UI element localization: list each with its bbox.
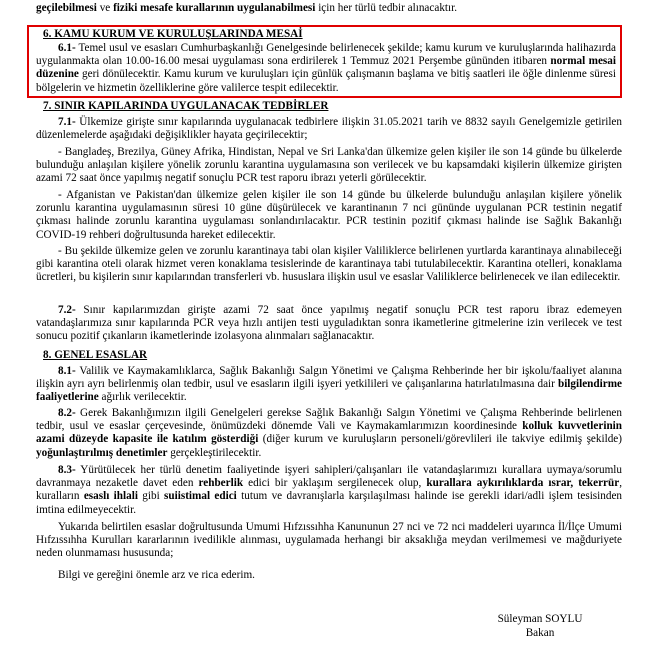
section-6-1-number: 6.1- bbox=[58, 42, 76, 54]
section-8-2-bold-a: kolluk kuvvetlerinin azami düzeyde kapasite ile katılım gösterdiği bbox=[36, 420, 622, 446]
signature-name: Süleyman SOYLU bbox=[497, 613, 583, 625]
section-8-3-text-b: edici bir yaklaşım sergilenecek olup, bbox=[243, 477, 427, 490]
intro-text-2: için her türlü tedbir alınacaktır. bbox=[315, 2, 458, 14]
section-7-bullet-1: - Bangladeş, Brezilya, Güney Afrika, Hindistan, Nepal ve Sri Lanka'dan ülkemize gelen kişiler ile son 14 günde bu ülkelerde bulunduğu anlaşılan kişilere yönelik zorunlu karantina uygulamasına son verilecek ve bu kapsamdaki kişilerin ülkemize girişten azami 72 saat önce yapılmış negatif sonuçlu PCR test raporu ibrazı yeterli görülecektir. bbox=[36, 146, 622, 185]
section-8-3-text-e: tutum ve davranışlarla karşılaşılması halinde ise gerekli idari/adli işlem tesisinden imtina edilmeyecektir. bbox=[36, 490, 623, 516]
section-8-3-bold-a: rehberlik bbox=[198, 477, 244, 490]
section-8-3-text-d: gibi bbox=[137, 490, 165, 503]
section-6-1-bold: normal mesai düzenine bbox=[36, 55, 616, 81]
section-8-2-text-c: gerçekleştirilecektir. bbox=[167, 446, 262, 459]
section-8-2-text-b: (diğer kurum ve kuruluşların personeli/görevlileri ile takviye edilmiş şekilde) bbox=[258, 433, 622, 446]
section-8-2-bold-b: yoğunlaştırılmış denetimler bbox=[36, 446, 168, 459]
section-7-2-paragraph bbox=[36, 304, 622, 344]
section-8-2-paragraph bbox=[36, 407, 622, 460]
section-7-bullet-2: - Afganistan ve Pakistan'dan ülkemize gelen kişiler ile son 14 günde bu ülkelerde bulunduğu anlaşılan kişilere yönelik zorunlu karantina uygulamasının süresi 10 güne düşürülecek ve karantinanın 7 nci gününde uygulanan PCR testinin negatif çıkması halinde zorunlu karantina uygulaması sonlandırılacaktır. PCR testinin pozitif çıkması halinde ise Sağlık Bakanlığı COVID-19 rehberi doğrultusunda hareket edilecektir. bbox=[36, 189, 622, 241]
section-8-3-paragraph bbox=[36, 464, 622, 517]
section-8-3-text-a: Yürütülecek her türlü denetim faaliyetinde işyeri sahipleri/çalışanları ile vatandaşlarımızı kurallara uymaya/sorumlu davranmaya nezaketle davet eden bbox=[36, 464, 622, 490]
section-8-1-text-b: ağırlık verilecektir. bbox=[98, 391, 187, 404]
section-7-1-text: Ülkemize girişte sınır kapılarında uygulanacak tedbirlere ilişkin 31.05.2021 tarih ve 8832 sayılı Genelgemizle getirilen düzenlemelerde aşağıdaki değişiklikler hayata geçirilecektir; bbox=[36, 116, 622, 142]
closing-request: Bilgi ve gereğini önemle arz ve rica ederim. bbox=[58, 569, 255, 581]
section-6-1-text-b: geri dönülecektir. Kamu kurum ve kuruluşları için günlük çalışmanın başlama ve bitiş saatleri ile öğle dinlenme süresi bölgelerin ve hizmetin özelliklerine göre valilerce tespit edilecektir. bbox=[36, 68, 616, 94]
section-8-1-paragraph bbox=[36, 365, 622, 405]
section-8-heading: 8. GENEL ESASLAR bbox=[43, 349, 148, 361]
intro-text-1: ve bbox=[96, 2, 114, 14]
section-7-1-paragraph bbox=[36, 116, 622, 142]
section-7-heading: 7. SINIR KAPILARINDA UYGULANACAK TEDBİRLER bbox=[43, 100, 329, 112]
section-8-3-bold-b: kurallara aykırılıklarda ısrar, tekerrür bbox=[426, 477, 620, 490]
section-8-3-bold-c: esaslı ihlali bbox=[83, 490, 138, 503]
closing-paragraph: Yukarıda belirtilen esaslar doğrultusunda Umumi Hıfzıssıhha Kanununun 27 nci ve 72 nci maddeleri uyarınca İl/İlçe Umumi Hıfzıssıhha Kurulları kararlarının ivedilikle alınması, uygulamada herhangi bir aksaklığa meydan verilmemesi ve mağduriyete neden olunmaması hususunda; bbox=[36, 521, 622, 560]
section-8-1-bold: bilgilendirme faaliyetlerine bbox=[36, 378, 622, 404]
section-8-3-number: 8.3- bbox=[58, 464, 76, 476]
section-8-1-number: 8.1- bbox=[58, 365, 76, 377]
intro-bold-1: geçilebilmesi bbox=[36, 2, 97, 14]
section-8-3-bold-d: suiistimal edici bbox=[164, 490, 237, 503]
section-6-heading: 6. KAMU KURUM VE KURULUŞLARINDA MESAİ bbox=[43, 28, 303, 40]
intro-bold-2: fiziki mesafe kurallarının uygulanabilmesi bbox=[113, 2, 316, 14]
section-7-1-number: 7.1- bbox=[58, 116, 76, 128]
section-8-1-text-a: Valilik ve Kaymakamlıklarca, Sağlık Bakanlığı Salgın Yönetimi ve Çalışma Rehberinde her bir işkolu/faaliyet alanına ilişkin ayrı ayrı belirlenmiş olan tedbir, usul ve esasların ilgili işyeri yetkilileri ve çalışanlarına hatırlatılmasına dair bbox=[36, 365, 622, 391]
section-6-1-paragraph bbox=[36, 42, 616, 95]
section-7-2-text: Sınır kapılarımızdan girişte azami 72 saat önce yapılmış negatif sonuçlu PCR test raporu ibraz edemeyen vatandaşlarımıza sınır kapılarında PCR veya hızlı antijen testi uyguladıktan sonra ikametlerine gitmelerine izin verilecek ve test sonucu pozitif çıkanların ikametlerinde izolasyona alınmaları sağlanacaktır. bbox=[36, 304, 622, 343]
section-8-2-number: 8.2- bbox=[58, 407, 76, 419]
section-7-2-number: 7.2- bbox=[58, 304, 76, 316]
intro-paragraph bbox=[36, 2, 622, 15]
signature-title: Bakan bbox=[525, 627, 555, 639]
section-8-2-text-a: Gerek Bakanlığımızın ilgili Genelgeleri gerekse Sağlık Bakanlığı Salgın Yönetimi ve Çalışma Rehberinde belirlenen tedbir, usul ve esaslar çerçevesinde, önümüzdeki dönemde Vali ve Kaymakamlarımızın koordinesinde bbox=[36, 407, 622, 433]
section-8-3-text-c: , kuralların bbox=[36, 477, 622, 503]
section-6-1-text-a: Temel usul ve esasları Cumhurbaşkanlığı Genelgesinde belirlenecek şekilde; kamu kurum ve kuruluşlarında halihazırda uygulanmakta olan 10.00-16.00 mesai uygulaması sona erdirilerek 1 Temmuz 2021 Perşembe gününden itibaren bbox=[36, 42, 616, 68]
section-7-bullet-3: - Bu şekilde ülkemize gelen ve zorunlu karantinaya tabi olan kişiler Valiliklerce belirlenen yurtlarda karantinaya alınabileceği gibi karantina oteli olarak hizmet veren konaklama tesislerinde de karantinaya tabi tutulabilecektir. Karantina otelleri, konaklama ücretleri, bu kişilerin sınır kapılarından transferleri vb. hususlara ilişkin usul ve esaslar Valiliklerce belirlenecek ve ilan edilecektir. bbox=[36, 245, 622, 284]
